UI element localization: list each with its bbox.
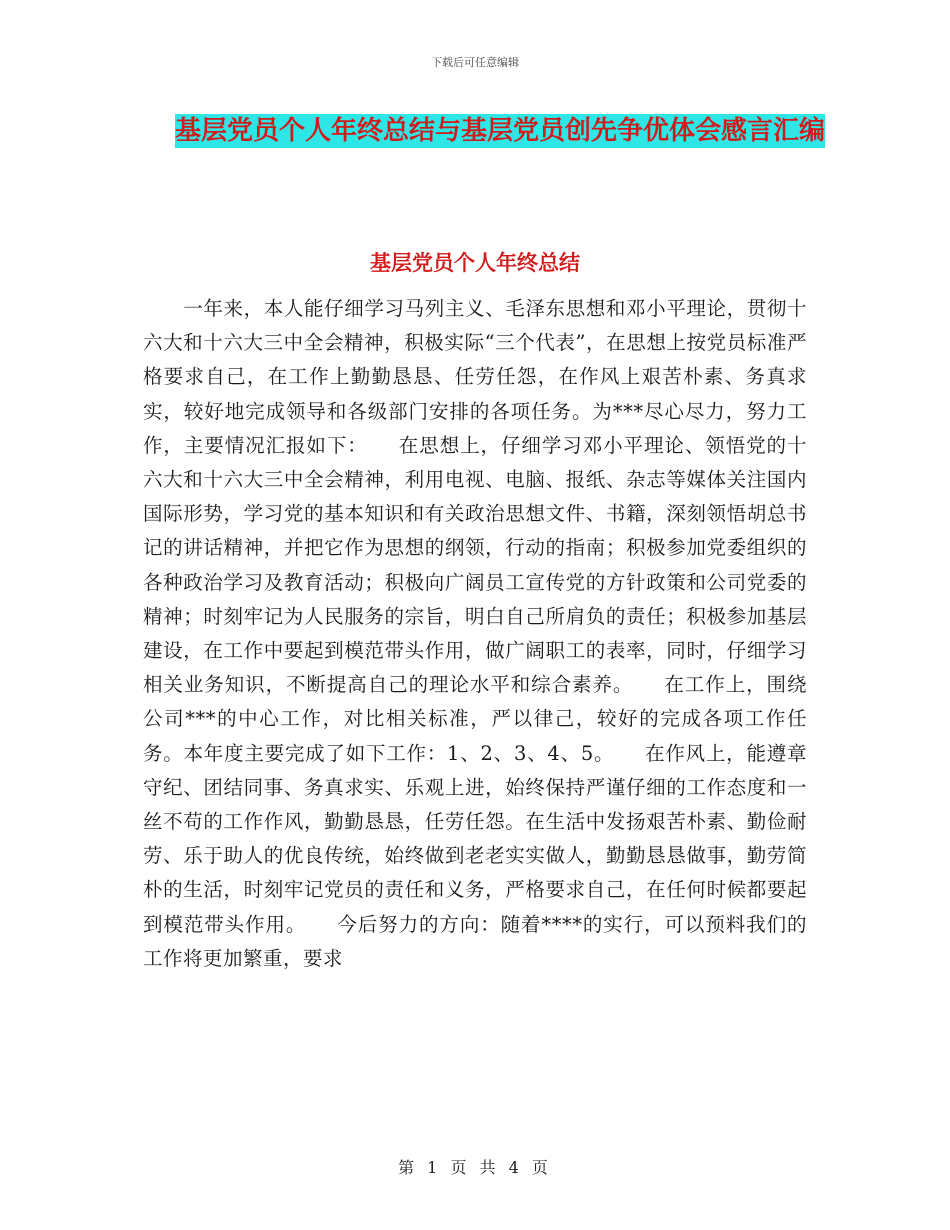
document-title <box>150 108 850 154</box>
body-paragraph: 一年来，本人能仔细学习马列主义、毛泽东思想和邓小平理论，贯彻十六大和十六大三中全会精神，积极实际“三个代表”，在思想上按党员标准严格要求自己，在工作上勤勤恳恳、任劳任怨，在作风上艰苦朴素、务真求实，较好地完成领导和各级部门安排的各项任务。为***尽心尽力，努力工作，主要情况汇报如下： 在思想上，仔细学习邓小平理论、领悟党的十六大和十六大三中全会精神，利用电视、电脑、报纸、杂志等媒体关注国内国际形势，学习党的基本知识和有关政治思想文件、书籍，深刻领悟胡总书记的讲话精神，并把它作为思想的纲领，行动的指南；积极参加党委组织的各种政治学习及教育活动；积极向广阔员工宣传党的方针政策和公司党委的精神；时刻牢记为人民服务的宗旨，明白自己所肩负的责任；积极参加基层建设，在工作中要起到模范带头作用，做广阔职工的表率，同时，仔细学习相关业务知识，不断提高自己的理论水平和综合素养。 在工作上，围绕公司***的中心工作，对比相关标准，严以律己，较好的完成各项工作任务。本年度主要完成了如下工作：1、2、3、4、5。 在作风上，能遵章守纪、团结同事、务真求实、乐观上进，始终保持严谨仔细的工作态度和一丝不苟的工作作风，勤勤恳恳，任劳任怨。在生活中发扬艰苦朴素、勤俭耐劳、乐于助人的优良传统，始终做到老老实实做人，勤勤恳恳做事，勤劳简朴的生活，时刻牢记党员的责任和义务，严格要求自己，在任何时候都要起到模范带头作用。 今后努力的方向：随着****的实行，可以预料我们的工作将更加繁重，要求 <box>143 297 807 970</box>
page-footer-number: 第 1 页 共 4 页 <box>398 1158 552 1177</box>
page-header-note: 下载后可任意编辑 <box>431 56 519 69</box>
section-heading: 基层党员个人年终总结 <box>370 251 580 275</box>
document-title-text: 基层党员个人年终总结与基层党员创先争优体会感言汇编 <box>174 116 825 146</box>
